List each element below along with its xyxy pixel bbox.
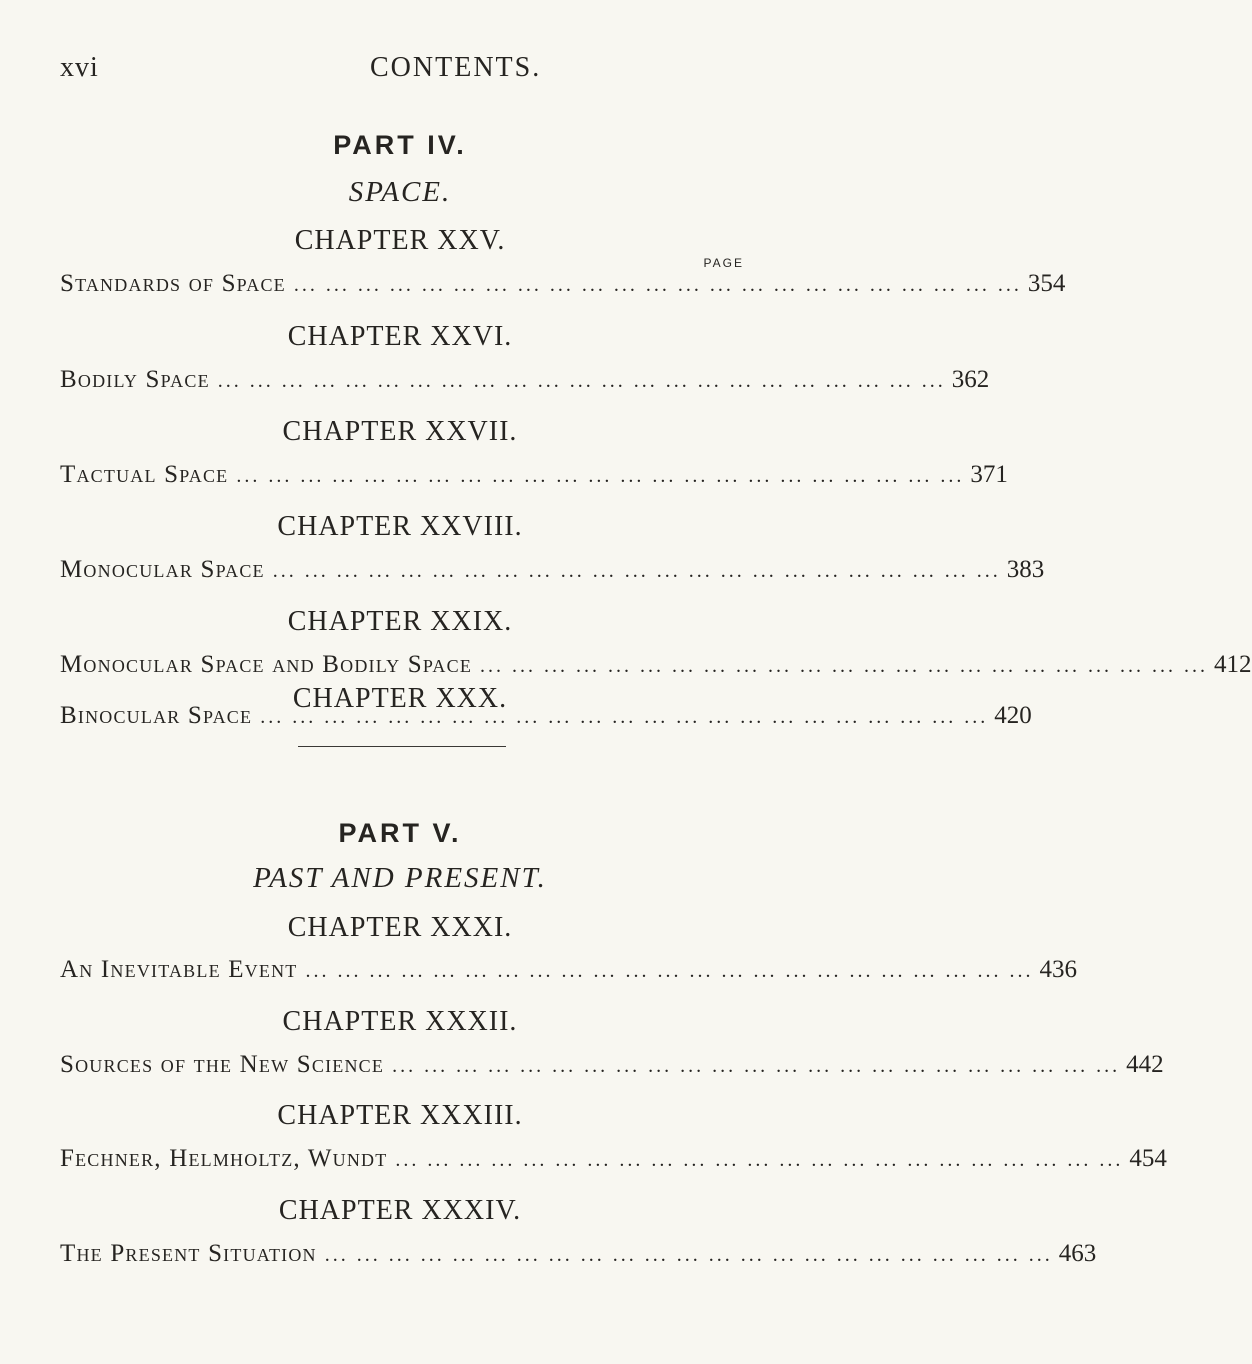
toc-entry-page: 463 [1058,1240,1097,1267]
dot-leader: ... ... ... ... ... ... ... ... ... ... ... ... ... ... ... ... ... ... ... ... ... ... ... [305,960,1034,982]
toc-entry-page: 362 [951,366,990,393]
toc-entry[interactable] [60,956,1077,990]
toc-entry-title: Binocular Space [60,702,253,729]
toc-entry[interactable] [60,651,1252,685]
chapter-heading: CHAPTER XXXI. [287,912,513,943]
toc-entry-page: 442 [1126,1051,1164,1078]
toc-entry[interactable] [60,461,1008,495]
toc-entry-title: An Inevitable Event [60,956,298,983]
chapter-heading: CHAPTER XXV. [294,225,506,256]
part-5-title: PART V. [338,818,462,848]
page-header [60,52,760,92]
toc-entry-title: Monocular Space and Bodily Space [60,651,473,678]
dot-leader: ... ... ... ... ... ... ... ... ... ... ... ... ... ... ... ... ... ... ... ... ... ... ... [395,1149,1124,1171]
toc-entry-page: 354 [1027,270,1066,297]
chapter-heading: CHAPTER XXVI. [287,321,513,352]
toc-entry-page: 420 [994,702,1032,729]
toc-entry-title: Tactual Space [60,461,229,488]
section-divider [298,746,506,747]
toc-entry[interactable] [60,366,990,400]
chapter-heading: CHAPTER XXXII. [282,1006,518,1037]
dot-leader: ... ... ... ... ... ... ... ... ... ... ... ... ... ... ... ... ... ... ... ... ... ... ... [217,370,946,392]
toc-entry-page: 371 [970,461,1008,488]
toc-entry-page: 383 [1006,556,1045,583]
dot-leader: ... ... ... ... ... ... ... ... ... ... ... ... ... ... ... ... ... ... ... ... ... ... ... [293,274,1022,296]
dot-leader: ... ... ... ... ... ... ... ... ... ... ... ... ... ... ... ... ... ... ... ... ... ... ... [324,1244,1053,1266]
part-4-title: PART IV. [333,130,467,160]
chapter-heading: CHAPTER XXVIII. [277,511,523,542]
toc-entry-page: 412 [1214,651,1252,678]
toc-entry[interactable] [60,1051,1164,1085]
chapter-heading: CHAPTER XXVII. [282,416,518,447]
chapter-heading: CHAPTER XXXIV. [278,1195,522,1226]
page-number: xvi [60,52,99,83]
chapter-heading: CHAPTER XXX. [292,683,508,714]
toc-entry-page: 454 [1129,1145,1167,1172]
toc-entry-title: Standards of Space [60,270,286,297]
part-5-subtitle: PAST AND PRESENT. [253,862,547,894]
dot-leader: ... ... ... ... ... ... ... ... ... ... ... ... ... ... ... ... ... ... ... ... ... ... ... [392,1055,1121,1077]
toc-entry-title: Bodily Space [60,366,210,393]
toc-entry-title: Monocular Space [60,556,265,583]
running-title: CONTENTS. [370,52,542,83]
toc-entry[interactable] [60,702,1032,736]
chapter-heading: CHAPTER XXXIII. [277,1100,523,1131]
toc-entry-title: The Present Situation [60,1240,317,1267]
dot-leader: ... ... ... ... ... ... ... ... ... ... ... ... ... ... ... ... ... ... ... ... ... ... ... [272,560,1001,582]
part-4-subtitle: SPACE. [348,176,452,208]
toc-entry-page: 436 [1039,956,1077,983]
page-column-label: PAGE [703,256,744,270]
toc-entry[interactable] [60,270,1066,304]
toc-entry[interactable] [60,1145,1167,1179]
chapter-heading: CHAPTER XXIX. [287,606,513,637]
toc-entry[interactable] [60,556,1045,590]
toc-entry[interactable] [60,1240,1097,1274]
dot-leader: ... ... ... ... ... ... ... ... ... ... ... ... ... ... ... ... ... ... ... ... ... ... ... [480,655,1209,677]
toc-entry-title: Fechner, Helmholtz, Wundt [60,1145,388,1172]
toc-entry-title: Sources of the New Science [60,1051,385,1078]
dot-leader: ... ... ... ... ... ... ... ... ... ... ... ... ... ... ... ... ... ... ... ... ... ... ... [236,465,965,487]
dot-leader: ... ... ... ... ... ... ... ... ... ... ... ... ... ... ... ... ... ... ... ... ... ... ... [260,706,989,728]
